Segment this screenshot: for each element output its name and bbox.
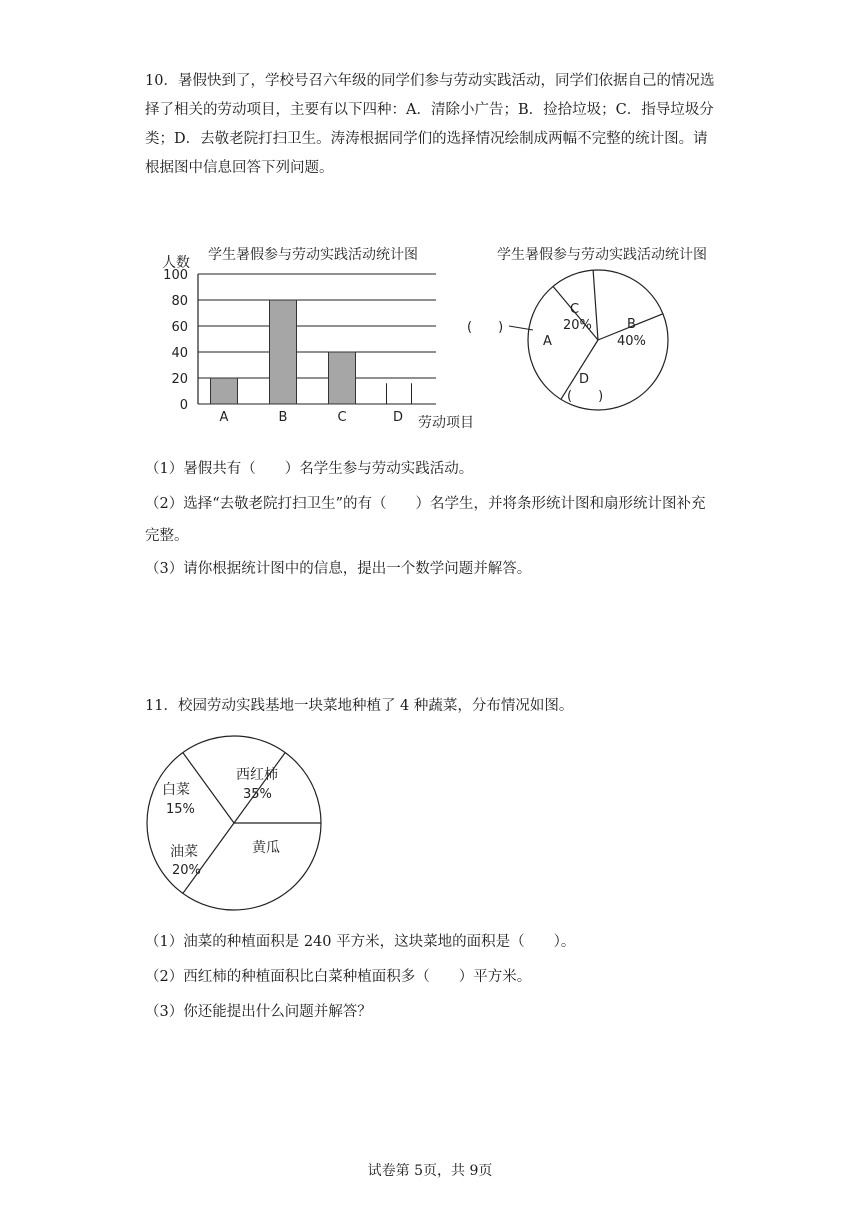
pie1-label-d: D: [579, 372, 590, 387]
y-tick-label: 0: [179, 398, 188, 413]
x-tick-label: B: [278, 410, 288, 425]
y-tick-label: 100: [163, 268, 188, 283]
pie2-pct-tomato: 35%: [243, 787, 272, 802]
x-tick-label: A: [219, 410, 229, 425]
bar-title: 学生暑假参与劳动实践活动统计图: [208, 247, 418, 263]
pie2-label-tomato: 西红柿: [236, 767, 278, 783]
q10-sub2a: （2）选择“去敬老院打扫卫生”的有（ ）名学生，并将条形统计图和扇形统计图补充: [145, 496, 706, 512]
pie1-label-c: C: [570, 302, 580, 317]
bar-A: [211, 378, 238, 404]
q11-sub2: （2）西红柿的种植面积比白菜种植面积多（ ）平方米。: [145, 969, 532, 985]
bar-C: [329, 352, 356, 404]
pie2-pct-rape: 20%: [172, 863, 201, 878]
q10-sub2b: 完整。: [145, 528, 189, 544]
bar-categories: [220, 410, 403, 425]
page-footer: 试卷第 5页，共 9页: [367, 1163, 493, 1179]
pie1-pct-b: 40%: [617, 334, 646, 349]
x-tick-label: C: [337, 410, 347, 425]
q11-sub1: （1）油菜的种植面积是 240 平方米，这块菜地的面积是（ ）。: [145, 934, 576, 950]
pie-radius: [593, 270, 598, 340]
pie2-label-rape: 油菜: [170, 844, 198, 860]
bar-chart: [140, 235, 500, 435]
pie2-label-cucumber: 黄瓜: [252, 840, 280, 856]
q10-sub3: （3）请你根据统计图中的信息，提出一个数学问题并解答。: [145, 561, 532, 577]
pie1-blank-d: ( ): [567, 389, 604, 404]
q11-text: 11．校园劳动实践基地一块菜地种植了 4 种蔬菜，分布情况如图。: [145, 698, 574, 714]
pie-chart-activities: [455, 235, 735, 425]
y-tick-label: 80: [171, 294, 188, 309]
pie-chart-vegetables: [140, 728, 330, 918]
pie2-label-cabbage: 白菜: [162, 782, 190, 798]
pie1-title: 学生暑假参与劳动实践活动统计图: [497, 247, 707, 263]
y-tick-label: 40: [171, 346, 188, 361]
x-tick-label: D: [392, 410, 404, 425]
y-tick-label: 20: [171, 372, 188, 387]
y-tick-label: 60: [171, 320, 188, 335]
q10-text: 10．暑假快到了，学校号召六年级的同学们参与劳动实践活动，同学们依据自己的情况选择了相关的劳动项目，主要有以下四种：A．清除小广告；B．捡拾垃圾；C．指导垃圾分类；D．去敬老院打扫卫生。涛涛根据同学们的选择情况绘制成两幅不完整的统计图。请根据图中信息回答下列问题。: [145, 73, 715, 176]
q10-sub1: （1）暑假共有（ ）名学生参与劳动实践活动。: [145, 461, 474, 477]
bar-ylabel: 人数: [162, 255, 190, 271]
pie2-pct-cabbage: 15%: [166, 802, 195, 817]
bar-ticks: [163, 268, 188, 413]
pie1-blank-a: ( ): [467, 320, 504, 335]
pie1-label-a: A: [543, 334, 552, 349]
pie1-pct-c: 20%: [563, 318, 592, 333]
bar-B: [270, 300, 297, 404]
q11-sub3: （3）你还能提出什么问题并解答？: [145, 1004, 372, 1020]
bar-xlabel: 劳动项目: [418, 415, 474, 431]
pie1-label-b: B: [627, 317, 636, 332]
